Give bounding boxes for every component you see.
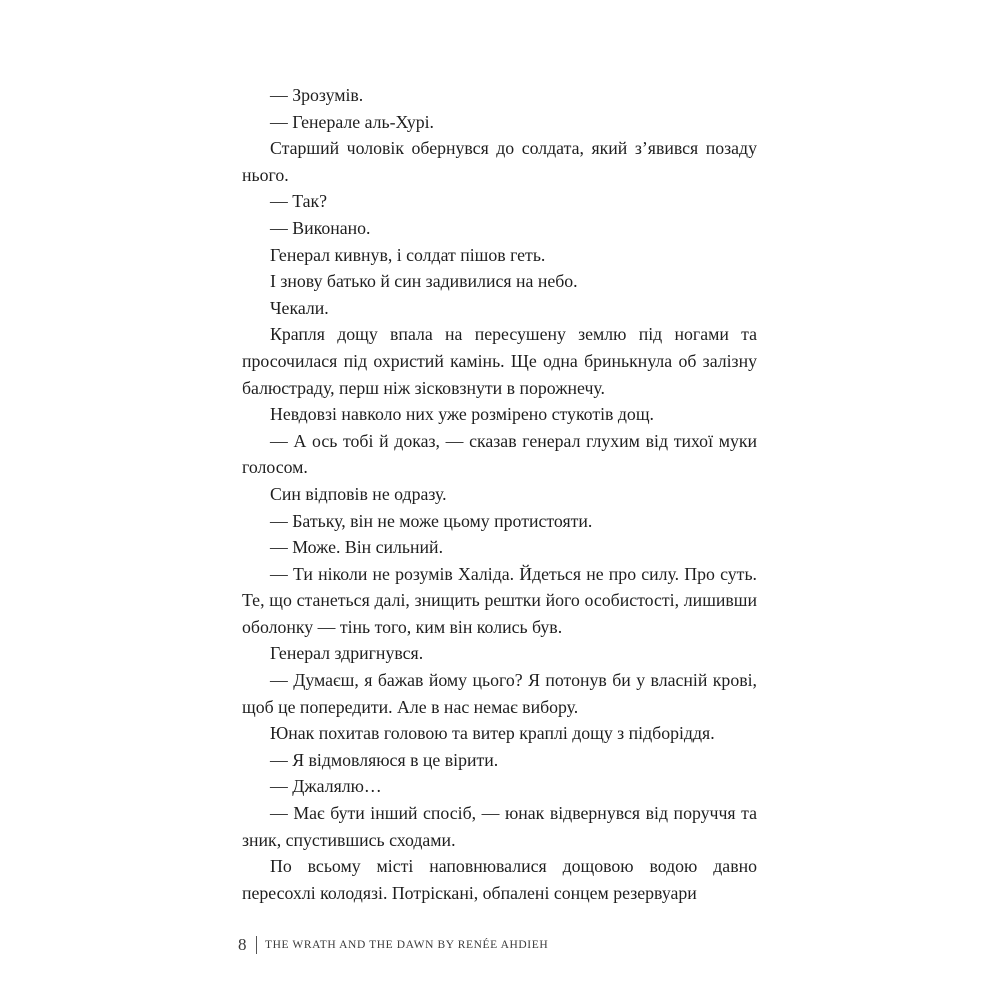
paragraph: Невдовзі навколо них уже розмірено стукотів дощ. <box>270 404 654 425</box>
paragraph: Генерал кивнув, і солдат пішов геть. <box>270 244 546 265</box>
paragraph: — Зрозумів. <box>270 85 364 105</box>
paragraph: — Джалялю… <box>270 776 382 797</box>
running-title: THE WRATH AND THE DAWN BY RENÉE AHDIEH <box>265 939 549 951</box>
paragraph: — Так? <box>270 191 328 212</box>
paragraph: Юнак похитав головою та витер краплі дощу з підборіддя. <box>270 723 715 744</box>
footer-divider <box>256 936 257 954</box>
body-text <box>242 82 757 906</box>
paragraph: — А ось тобі й доказ, — сказав генерал глухим від тихої муки голосом. <box>242 430 757 478</box>
paragraph: Чекали. <box>270 297 329 318</box>
paragraph: — Батьку, він не може цьому протистояти. <box>270 510 593 531</box>
paragraph: І знову батько й син задивилися на небо. <box>270 271 578 292</box>
page-footer <box>238 934 548 956</box>
paragraph: — Виконано. <box>270 217 371 238</box>
paragraph: — Я відмовляюся в це вірити. <box>270 749 499 770</box>
paragraph: Син відповів не одразу. <box>270 483 447 504</box>
paragraph: Старший чоловік обернувся до солдата, який з’явився позаду нього. <box>242 138 757 185</box>
paragraph: — Може. Він сильний. <box>270 537 444 558</box>
paragraph: Крапля дощу впала на пересушену землю під ногами та просочилася під охристий камінь. Ще одна бринькнула об залізну балюстраду, перш ніж зісковзнути в порожнечу. <box>242 324 757 398</box>
paragraph: — Ти ніколи не розумів Халіда. Йдеться не про силу. Про суть. Те, що станеться далі, знищить рештки його особистості, лишивши оболонку — тінь того, ким він колись був. <box>242 563 757 637</box>
paragraph: — Думаєш, я бажав йому цього? Я потонув би у власній крові, щоб це попередити. Але в нас немає вибору. <box>242 670 757 717</box>
paragraph: Генерал здригнувся. <box>270 643 424 664</box>
paragraph: — Має бути інший спосіб, — юнак відвернувся від поруччя та зник, спустившись сходами. <box>242 803 757 850</box>
paragraph: — Генерале аль-Хурі. <box>270 111 434 132</box>
page-number: 8 <box>238 935 247 954</box>
paragraph: По всьому місті наповнювалися дощовою водою давно пересохлі колодязі. Потріскані, обпалені сонцем резервуари <box>242 856 757 903</box>
